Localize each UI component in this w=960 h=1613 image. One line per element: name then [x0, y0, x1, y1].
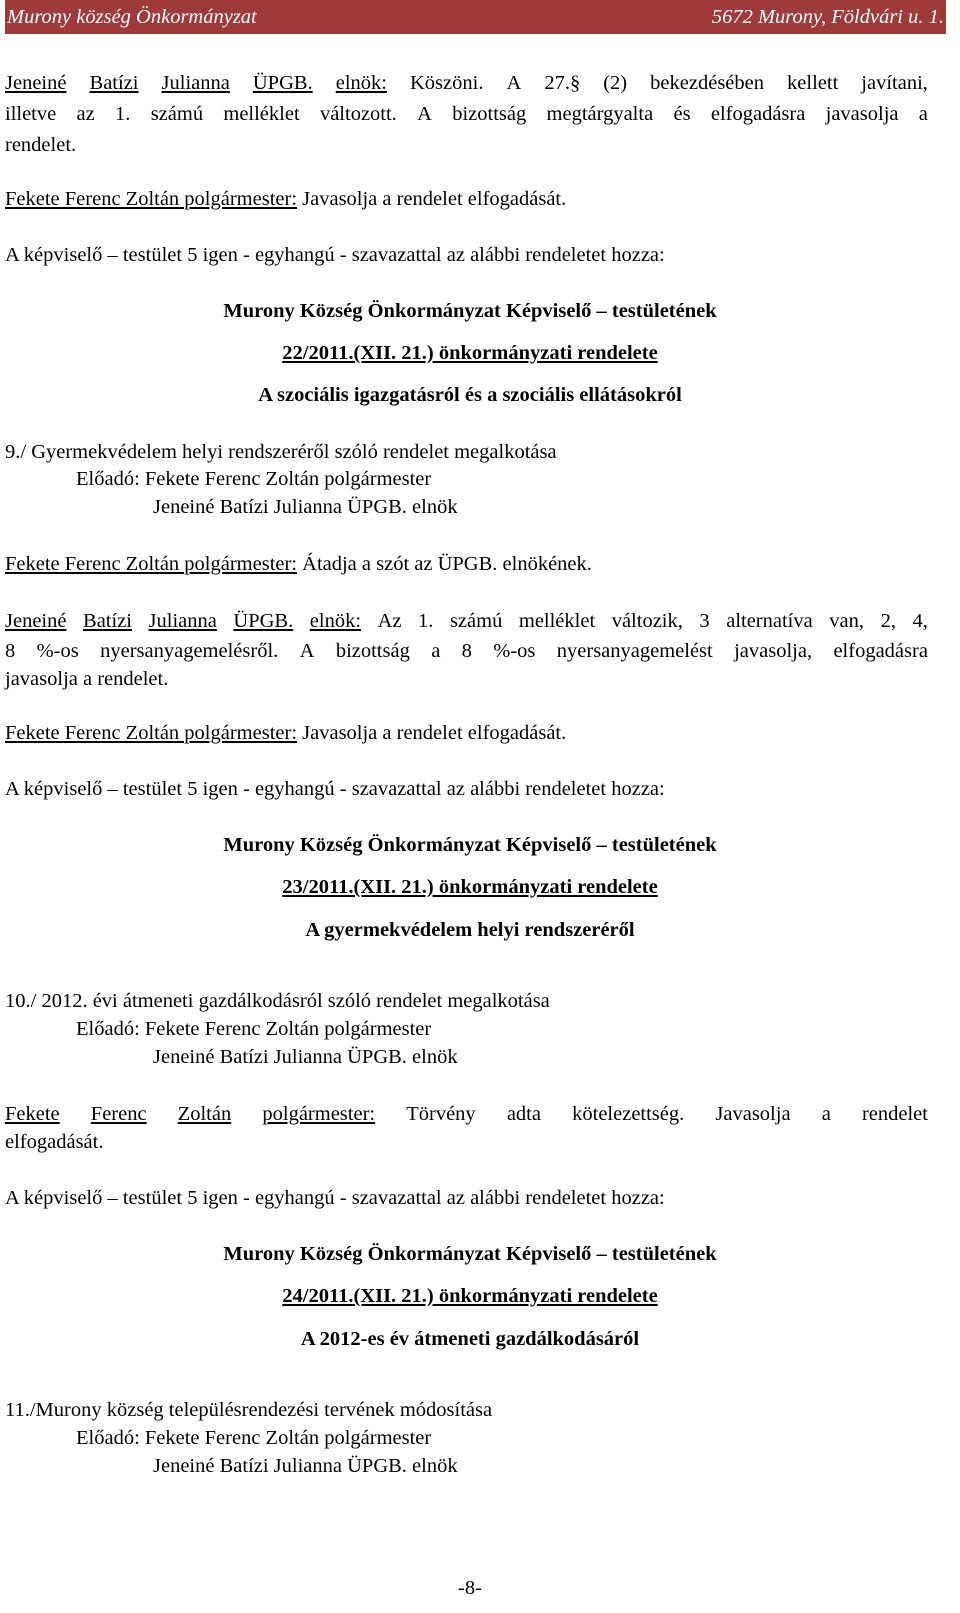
item9-para-line3: javasolja a rendelet. — [5, 668, 169, 690]
agenda-item-11-title: 11./Murony község településrendezési tervének módosítása — [5, 1399, 493, 1421]
word: A — [417, 103, 432, 125]
word: változott. — [319, 103, 397, 125]
word: melléklet — [223, 103, 300, 125]
agenda-item-10-copresenter: Jeneiné Batízi Julianna ÜPGB. elnök — [153, 1046, 458, 1068]
word: javítani, — [861, 72, 928, 94]
decree-number — [0, 874, 940, 900]
word: alternatíva — [726, 610, 813, 632]
speaker-statement — [5, 186, 566, 212]
decree-body-title: Murony Község Önkormányzat Képviselő – testületének — [223, 834, 717, 856]
decree-number — [0, 340, 940, 366]
header-municipality: Murony község Önkormányzat — [7, 5, 257, 28]
word: van, — [829, 610, 865, 632]
word: 3 — [699, 610, 710, 632]
word: adta — [506, 1103, 541, 1125]
speaker-statement — [5, 551, 592, 577]
item9-para-line1 — [5, 608, 928, 634]
agenda-item-11-presenter: Előadó: Fekete Ferenc Zoltán polgármester — [76, 1427, 432, 1449]
word: Fekete — [5, 1103, 60, 1125]
agenda-item-10-title: 10./ 2012. évi átmeneti gazdálkodásról szóló rendelet megalkotása — [5, 990, 550, 1012]
decree-subject: A gyermekvédelem helyi rendszeréről — [305, 919, 635, 941]
vote-statement: A képviselő – testület 5 igen - egyhangú - szavazattal az alábbi rendeletet hozza: — [5, 244, 665, 266]
word: nyersanyagemelésről. — [100, 640, 279, 662]
decree-body-title: Murony Község Önkormányzat Képviselő – testületének — [223, 1243, 717, 1265]
speaker-name: Fekete Ferenc Zoltán polgármester: — [5, 553, 298, 575]
word: %-os — [36, 640, 79, 662]
word: (2) — [603, 72, 628, 94]
word: polgármester: — [262, 1103, 376, 1125]
decree-subject: A szociális igazgatásról és a szociális ellátásokról — [258, 384, 682, 406]
p1-line2 — [5, 101, 928, 127]
word: 1. — [418, 610, 434, 632]
word: Jeneiné — [5, 610, 67, 632]
word: az — [76, 103, 95, 125]
word: 8 — [461, 640, 472, 662]
item9-para-line2 — [5, 638, 928, 664]
speaker-name: Fekete Ferenc Zoltán polgármester: — [5, 722, 298, 744]
word: rendelet — [861, 1103, 928, 1125]
word: 8 — [5, 640, 16, 662]
word: Julianna — [161, 72, 230, 94]
decree-subject: A 2012-es év átmeneti gazdálkodásáról — [300, 1328, 640, 1350]
word: 4, — [912, 610, 928, 632]
decree-number-text: 23/2011.(XII. 21.) önkormányzati rendelete — [282, 876, 658, 898]
agenda-item-9-presenter: Előadó: Fekete Ferenc Zoltán polgármester — [76, 468, 432, 490]
word: A — [299, 640, 315, 662]
word: javasolja — [825, 103, 899, 125]
word: Ferenc — [90, 1103, 147, 1125]
word: a — [918, 103, 928, 125]
page-header — [5, 0, 946, 34]
agenda-item-10-presenter: Előadó: Fekete Ferenc Zoltán polgármester — [76, 1018, 432, 1040]
decree-number-text: 24/2011.(XII. 21.) önkormányzati rendelete — [282, 1285, 658, 1307]
word: javasolja, — [734, 640, 813, 662]
word: Jeneiné — [5, 72, 67, 94]
word: Batízi — [89, 72, 139, 94]
word: Az — [377, 610, 402, 632]
statement-text: Átadja a szót az ÜPGB. elnökének. — [297, 553, 592, 575]
word: elfogadásra — [710, 103, 806, 125]
p1-line1 — [5, 70, 928, 96]
word: számú — [449, 610, 503, 632]
word: bizottság — [335, 640, 410, 662]
word: elnök: — [309, 610, 362, 632]
word: Batízi — [83, 610, 132, 632]
word: bekezdésében — [650, 72, 764, 94]
p1-line3: rendelet. — [5, 134, 77, 156]
word: Julianna — [148, 610, 217, 632]
word: nyersanyagemelést — [556, 640, 713, 662]
item10-para-line1 — [5, 1101, 928, 1127]
word: megtárgyalta — [546, 103, 654, 125]
word: és — [673, 103, 691, 125]
word: 2, — [880, 610, 896, 632]
agenda-item-9-copresenter: Jeneiné Batízi Julianna ÜPGB. elnök — [153, 496, 458, 518]
agenda-item-9-title: 9./ Gyermekvédelem helyi rendszeréről szóló rendelet megalkotása — [5, 441, 557, 463]
page-number: -8- — [458, 1577, 482, 1599]
word: kötelezettség. — [572, 1103, 685, 1125]
word: elfogadásra — [833, 640, 928, 662]
word: 27.§ — [544, 72, 581, 94]
word: elnök: — [335, 72, 387, 94]
word: a — [431, 640, 441, 662]
word: Javasolja — [715, 1103, 791, 1125]
decree-number-text: 22/2011.(XII. 21.) önkormányzati rendelete — [282, 342, 658, 364]
vote-statement: A képviselő – testület 5 igen - egyhangú - szavazattal az alábbi rendeletet hozza: — [5, 1187, 665, 1209]
word: %-os — [493, 640, 536, 662]
item10-para-line2: elfogadását. — [5, 1131, 104, 1153]
word: illetve — [5, 103, 57, 125]
statement-text: Javasolja a rendelet elfogadását. — [297, 722, 567, 744]
word: ÜPGB. — [233, 610, 294, 632]
word: számú — [150, 103, 204, 125]
word: 1. — [115, 103, 131, 125]
word: kellett — [787, 72, 839, 94]
word: melléklet — [518, 610, 596, 632]
decree-number — [0, 1283, 940, 1309]
speaker-statement — [5, 720, 566, 746]
word: bizottság — [452, 103, 527, 125]
word: Köszöni. — [410, 72, 484, 94]
word: a — [821, 1103, 831, 1125]
header-address: 5672 Murony, Földvári u. 1. — [711, 5, 944, 28]
decree-body-title: Murony Község Önkormányzat Képviselő – testületének — [223, 300, 717, 322]
word: Törvény — [406, 1103, 476, 1125]
agenda-item-11-copresenter: Jeneiné Batízi Julianna ÜPGB. elnök — [153, 1455, 458, 1477]
word: változik, — [611, 610, 683, 632]
word: A — [506, 72, 522, 94]
word: Zoltán — [177, 1103, 232, 1125]
statement-text: Javasolja a rendelet elfogadását. — [297, 188, 567, 210]
speaker-name: Fekete Ferenc Zoltán polgármester: — [5, 188, 298, 210]
vote-statement: A képviselő – testület 5 igen - egyhangú - szavazattal az alábbi rendeletet hozza: — [5, 778, 665, 800]
word: ÜPGB. — [252, 72, 313, 94]
